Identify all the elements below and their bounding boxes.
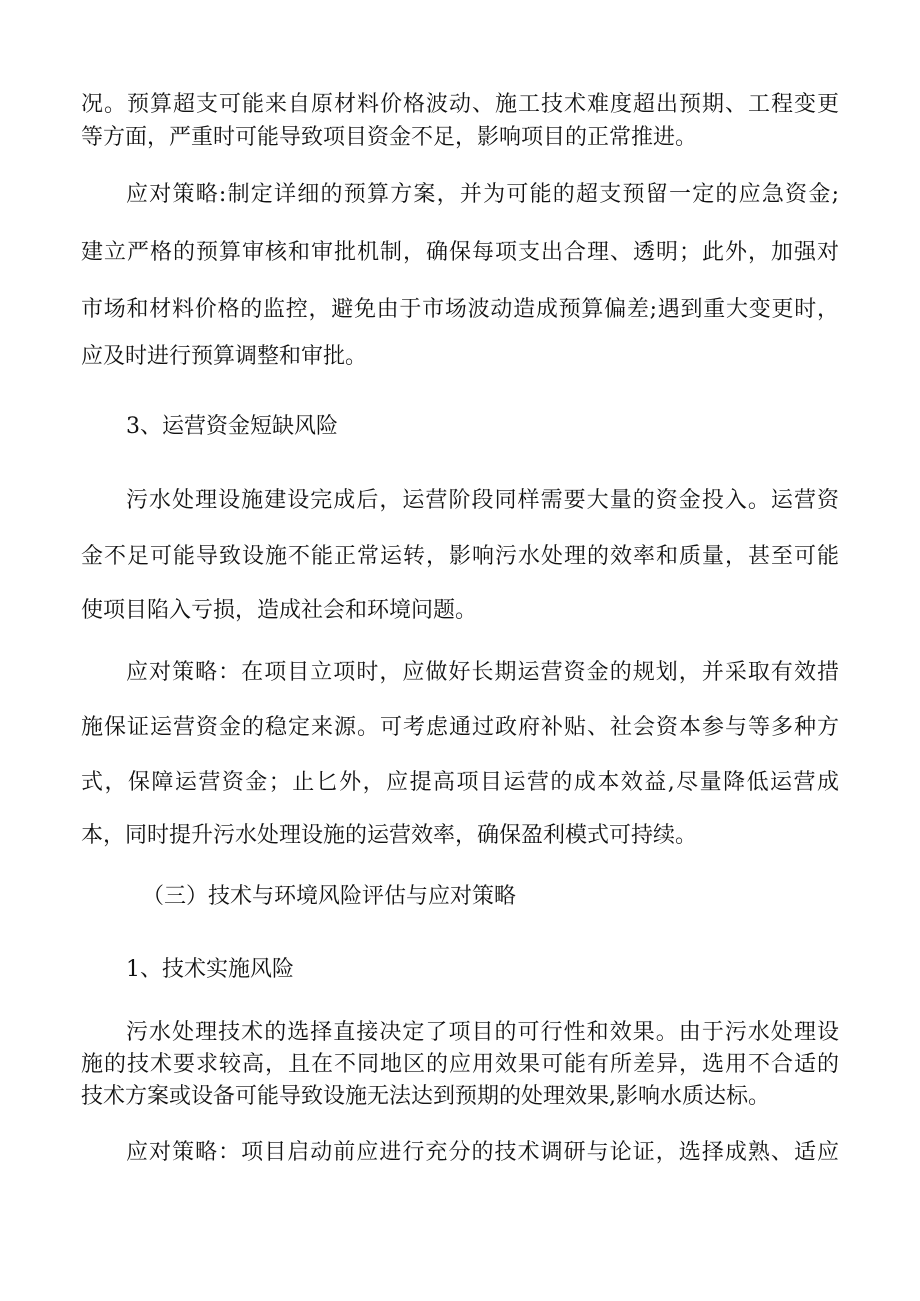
paragraph-line: 施保证运营资金的稳定来源。可考虑通过政府补贴、社会资本参与等多种方 bbox=[81, 715, 839, 740]
paragraph-line: 建立严格的预算审核和审批机制，确保每项支出合理、透明；此外，加强对 bbox=[81, 240, 839, 265]
paragraph-line: 施的技术要求较高，且在不同地区的应用效果可能有所差异，选用不合适的 bbox=[81, 1052, 839, 1077]
paragraph-line: 式，保障运营资金；止匕外，应提高项目运营的成本效益,尽量降低运营成 bbox=[81, 770, 839, 795]
chapter-heading: （三）技术与环境风险评估与应对策略 bbox=[142, 884, 517, 909]
paragraph-line: 污水处理技术的选择直接决定了项目的可行性和效果。由于污水处理设 bbox=[126, 1020, 839, 1045]
paragraph-line: 金不足可能导致设施不能正常运转，影响污水处理的效率和质量，甚至可能 bbox=[81, 544, 839, 569]
paragraph-line: 市场和材料价格的监控，避免由于市场波动造成预算偏差;遇到重大变更时， bbox=[81, 297, 839, 322]
paragraph-line: 况。预算超支可能来自原材料价格波动、施工技术难度超出预期、工程变更 bbox=[81, 92, 839, 117]
paragraph-line: 等方面，严重时可能导致项目资金不足，影响项目的正常推进。 bbox=[81, 125, 698, 150]
paragraph-line: 应及时进行预算调整和审批。 bbox=[81, 344, 368, 369]
paragraph-line: 使项目陷入亏损，造成社会和环境问题。 bbox=[81, 598, 478, 623]
paragraph-line: 应对策略：在项目立项时，应做好长期运营资金的规划，并采取有效措 bbox=[126, 660, 839, 685]
paragraph-line: 应对策略：项目启动前应进行充分的技术调研与论证，选择成熟、适应 bbox=[126, 1140, 839, 1165]
section-heading: 1、技术实施风险 bbox=[126, 957, 294, 982]
paragraph-line: 本，同时提升污水处理设施的运营效率，确保盈利模式可持续。 bbox=[81, 823, 698, 848]
paragraph-line: 应对策略:制定详细的预算方案，并为可能的超支预留一定的应急资金; bbox=[126, 182, 839, 207]
section-heading: 3、运营资金短缺风险 bbox=[126, 414, 338, 439]
paragraph-line: 污水处理设施建设完成后，运营阶段同样需要大量的资金投入。运营资 bbox=[126, 488, 839, 513]
paragraph-line: 技术方案或设备可能导致设施无法达到预期的处理效果,影响水质达标。 bbox=[81, 1084, 770, 1109]
